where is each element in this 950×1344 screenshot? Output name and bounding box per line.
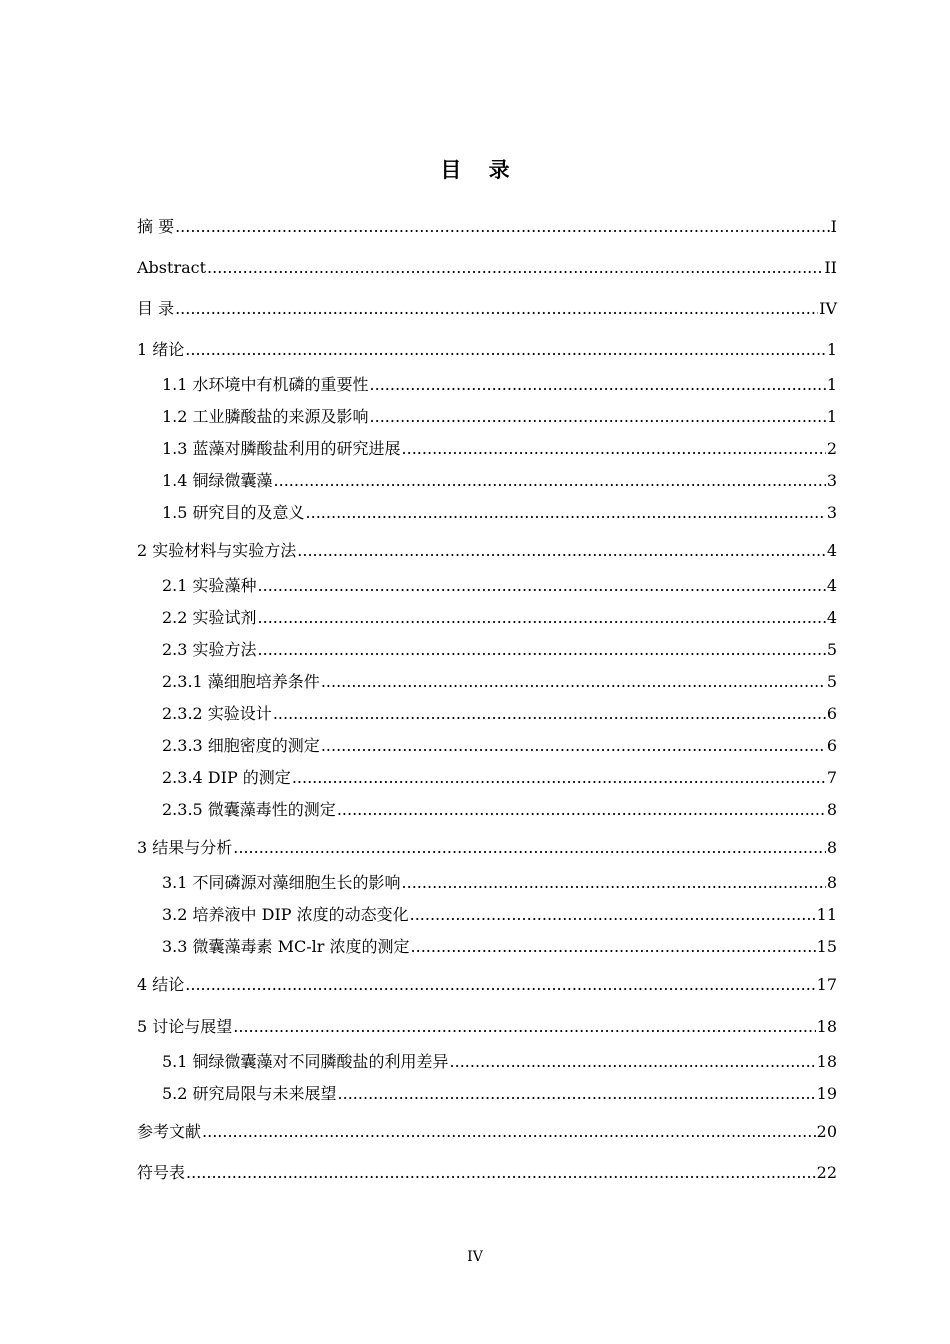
toc-entry-page-number: 5: [826, 672, 837, 691]
toc-dot-leader: [370, 374, 826, 396]
toc-dot-leader: [337, 799, 826, 821]
toc-entry[interactable]: [162, 703, 837, 725]
toc-entry-page-number: 11: [816, 905, 837, 924]
toc-entry-label: 3 结果与分析: [137, 838, 233, 857]
toc-entry-label: 2.3.3 细胞密度的测定: [162, 736, 320, 755]
toc-dot-leader: [258, 575, 826, 597]
toc-entry[interactable]: [162, 872, 837, 894]
toc-dot-leader: [370, 406, 826, 428]
toc-dot-leader: [321, 671, 826, 693]
toc-dot-leader: [411, 936, 816, 958]
toc-entry[interactable]: [162, 607, 837, 629]
toc-entry-page-number: 2: [826, 439, 837, 458]
toc-entry-page-number: 3: [826, 503, 837, 522]
toc-entry-label: 2.1 实验藻种: [162, 576, 257, 595]
page-title: 目 录: [440, 158, 520, 182]
toc-entry-label: 2.2 实验试剂: [162, 608, 257, 627]
toc-entry-page-number: 20: [816, 1122, 837, 1141]
toc-entry[interactable]: [162, 735, 837, 757]
toc-entry-label: 1.1 水环境中有机磷的重要性: [162, 375, 369, 394]
toc-dot-leader: [306, 502, 826, 524]
toc-entry[interactable]: [137, 339, 837, 361]
toc-entry[interactable]: [137, 298, 837, 320]
toc-dot-leader: [233, 1016, 815, 1038]
toc-dot-leader: [338, 1083, 816, 1105]
toc-entry[interactable]: [162, 671, 837, 693]
toc-entry-page-number: 4: [826, 541, 837, 560]
toc-entry-label: Abstract: [137, 258, 207, 277]
toc-dot-leader: [186, 1162, 816, 1184]
toc-entry[interactable]: [162, 1051, 837, 1073]
toc-dot-leader: [410, 904, 816, 926]
toc-entry-page-number: 18: [816, 1052, 837, 1071]
toc-entry[interactable]: [137, 837, 837, 859]
toc-entry[interactable]: [137, 1016, 837, 1038]
toc-entry-label: 5.2 研究局限与未来展望: [162, 1084, 337, 1103]
toc-entry-page-number: I: [830, 217, 837, 236]
toc-entry-page-number: 4: [826, 576, 837, 595]
toc-dot-leader: [402, 872, 826, 894]
toc-dot-leader: [292, 767, 826, 789]
toc-dot-leader: [175, 216, 830, 238]
toc-entry[interactable]: [137, 1162, 837, 1184]
toc-dot-leader: [321, 735, 826, 757]
toc-entry-page-number: 15: [816, 937, 837, 956]
toc-entry[interactable]: [162, 470, 837, 492]
toc-entry[interactable]: [162, 767, 837, 789]
toc-entry-label: 3.3 微囊藻毒素 MC-lr 浓度的测定: [162, 937, 410, 956]
toc-dot-leader: [175, 298, 818, 320]
toc-entry-page-number: 6: [826, 704, 837, 723]
toc-dot-leader: [297, 540, 826, 562]
toc-entry-label: 2.3 实验方法: [162, 640, 257, 659]
toc-entry-page-number: 8: [826, 873, 837, 892]
toc-entry-page-number: 17: [816, 975, 837, 994]
toc-entry-page-number: 7: [826, 768, 837, 787]
toc-entry-label: 2.3.4 DIP 的测定: [162, 768, 291, 787]
toc-dot-leader: [274, 470, 826, 492]
toc-dot-leader: [258, 607, 826, 629]
toc-dot-leader: [233, 837, 826, 859]
toc-entry-label: 1.5 研究目的及意义: [162, 503, 305, 522]
toc-entry-page-number: 1: [826, 407, 837, 426]
toc-dot-leader: [402, 438, 826, 460]
toc-entry[interactable]: [162, 438, 837, 460]
toc-entry[interactable]: [162, 575, 837, 597]
toc-entry-page-number: 8: [826, 800, 837, 819]
toc-entry[interactable]: [162, 502, 837, 524]
toc-entry-page-number: IV: [819, 299, 837, 318]
toc-entry-page-number: 8: [826, 838, 837, 857]
toc-entry[interactable]: [162, 1083, 837, 1105]
toc-entry-label: 1.2 工业膦酸盐的来源及影响: [162, 407, 369, 426]
toc-entry[interactable]: [162, 639, 837, 661]
toc-entry[interactable]: [137, 974, 837, 996]
toc-entry[interactable]: [137, 216, 837, 238]
toc-entry-page-number: 4: [826, 608, 837, 627]
toc-dot-leader: [185, 339, 826, 361]
toc-entry-label: 5.1 铜绿微囊藻对不同膦酸盐的利用差异: [162, 1052, 449, 1071]
toc-entry-label: 1.3 蓝藻对膦酸盐利用的研究进展: [162, 439, 401, 458]
toc-dot-leader: [258, 639, 826, 661]
toc-dot-leader: [207, 257, 823, 279]
toc-entry-label: 3.2 培养液中 DIP 浓度的动态变化: [162, 905, 409, 924]
toc-entry[interactable]: [137, 540, 837, 562]
toc-entry-page-number: 5: [826, 640, 837, 659]
toc-entry-label: 符号表: [137, 1163, 186, 1182]
toc-entry-page-number: 3: [826, 471, 837, 490]
toc-entry-label: 2.3.1 藻细胞培养条件: [162, 672, 320, 691]
toc-entry-label: 目 录: [137, 299, 175, 318]
toc-entry[interactable]: [162, 799, 837, 821]
toc-entry-label: 2.3.2 实验设计: [162, 704, 272, 723]
toc-entry-page-number: 1: [826, 340, 837, 359]
toc-entry-label: 4 结论: [137, 975, 185, 994]
toc-dot-leader: [202, 1121, 816, 1143]
toc-entry-label: 3.1 不同磷源对藻细胞生长的影响: [162, 873, 401, 892]
toc-dot-leader: [273, 703, 826, 725]
toc-entry-label: 1 绪论: [137, 340, 185, 359]
toc-entry-label: 参考文献: [137, 1122, 202, 1141]
toc-dot-leader: [450, 1051, 816, 1073]
toc-entry-label: 摘 要: [137, 217, 175, 236]
page-number-footer: IV: [467, 1249, 483, 1265]
toc-entry[interactable]: [137, 1121, 837, 1143]
toc-entry[interactable]: [162, 936, 837, 958]
toc-entry-label: 2 实验材料与实验方法: [137, 541, 297, 560]
toc-entry[interactable]: [162, 904, 837, 926]
toc-entry-page-number: 1: [826, 375, 837, 394]
toc-entry-label: 1.4 铜绿微囊藻: [162, 471, 273, 490]
toc-entry-page-number: II: [824, 258, 837, 277]
toc-entry[interactable]: [162, 406, 837, 428]
toc-entry-page-number: 18: [816, 1017, 837, 1036]
toc-entry-page-number: 6: [826, 736, 837, 755]
toc-entry-page-number: 22: [816, 1163, 837, 1182]
toc-entry[interactable]: [137, 257, 837, 279]
toc-entry-label: 5 讨论与展望: [137, 1017, 233, 1036]
toc-entry-page-number: 19: [816, 1084, 837, 1103]
toc-dot-leader: [185, 974, 815, 996]
toc-entry[interactable]: [162, 374, 837, 396]
toc-entry-label: 2.3.5 微囊藻毒性的测定: [162, 800, 336, 819]
